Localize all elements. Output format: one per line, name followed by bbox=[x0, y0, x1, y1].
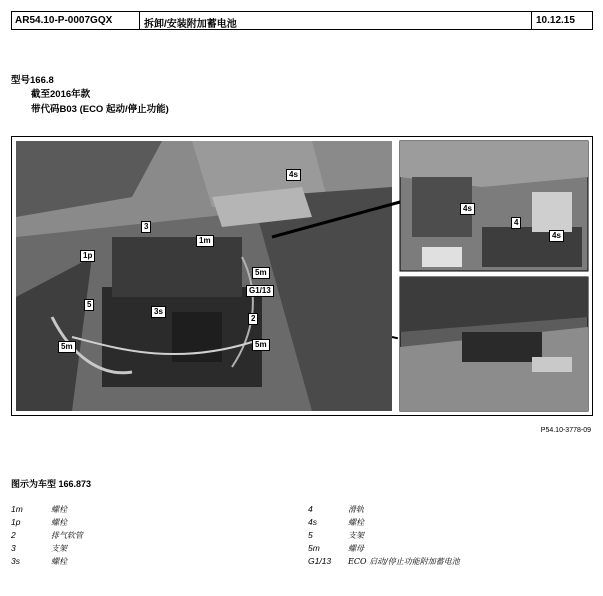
legend-item bbox=[308, 543, 364, 555]
document-title: 拆卸/安装附加蓄电池 bbox=[140, 12, 532, 29]
callout-3s: 3s bbox=[151, 306, 166, 318]
legend-item bbox=[308, 504, 364, 516]
legend-item bbox=[11, 504, 67, 516]
legend-desc: 螺栓 bbox=[51, 557, 67, 566]
model-year-line: 截至2016年款 bbox=[31, 89, 91, 100]
legend-code: 4 bbox=[308, 504, 313, 514]
legend-item bbox=[11, 543, 67, 555]
legend-code: 4s bbox=[308, 517, 317, 527]
legend-desc: 滑轨 bbox=[348, 505, 364, 514]
legend-desc: 螺栓 bbox=[51, 518, 67, 527]
legend-desc: ECO 启动/停止功能附加蓄电池 bbox=[348, 557, 460, 566]
callout-4-inset: 4 bbox=[511, 217, 521, 229]
callout-5m-left: 5m bbox=[58, 341, 76, 353]
callout-2: 2 bbox=[248, 313, 258, 325]
legend-code: 1m bbox=[11, 504, 23, 514]
legend-desc: 支架 bbox=[348, 531, 364, 540]
battery-photo-illustration bbox=[12, 137, 592, 415]
callout-5m-right: 5m bbox=[252, 339, 270, 351]
figure-reference: P54.10-3778-09 bbox=[540, 427, 591, 434]
callout-1m: 1m bbox=[196, 235, 214, 247]
callout-4s-inset-right: 4s bbox=[549, 230, 564, 242]
model-code-line: 带代码B03 (ECO 起动/停止功能) bbox=[31, 104, 169, 115]
legend-code: G1/13 bbox=[308, 556, 332, 566]
model-line: 型号166.8 bbox=[11, 75, 54, 86]
legend-item bbox=[308, 556, 460, 568]
callout-3: 3 bbox=[141, 221, 151, 233]
legend-desc: 排气软管 bbox=[51, 531, 83, 540]
legend-code: 2 bbox=[11, 530, 16, 540]
section-title: 图示为车型 166.873 bbox=[11, 479, 92, 489]
document-id: AR54.10-P-0007GQX bbox=[12, 12, 140, 29]
legend-desc: 螺栓 bbox=[51, 505, 67, 514]
legend-code: 3s bbox=[11, 556, 20, 566]
callout-4s-inset-left: 4s bbox=[460, 203, 475, 215]
legend-item bbox=[308, 530, 364, 542]
document-header bbox=[11, 11, 593, 30]
legend-desc: 支架 bbox=[51, 544, 67, 553]
legend-code: 1p bbox=[11, 517, 21, 527]
callout-5m-upper: 5m bbox=[252, 267, 270, 279]
callout-5: 5 bbox=[84, 299, 94, 311]
legend-code: 3 bbox=[11, 543, 16, 553]
callout-4s-main: 4s bbox=[286, 169, 301, 181]
legend-desc: 螺栓 bbox=[348, 518, 364, 527]
legend-item bbox=[11, 517, 67, 529]
callout-g1-13: G1/13 bbox=[246, 285, 274, 297]
document-date: 10.12.15 bbox=[536, 15, 575, 26]
installation-figure bbox=[11, 136, 593, 416]
legend-desc: 螺母 bbox=[348, 544, 364, 553]
legend-item bbox=[11, 556, 67, 568]
legend-code: 5 bbox=[308, 530, 313, 540]
legend-item bbox=[308, 517, 364, 529]
legend-item bbox=[11, 530, 83, 542]
callout-1p: 1p bbox=[80, 250, 95, 262]
legend-code: 5m bbox=[308, 543, 320, 553]
